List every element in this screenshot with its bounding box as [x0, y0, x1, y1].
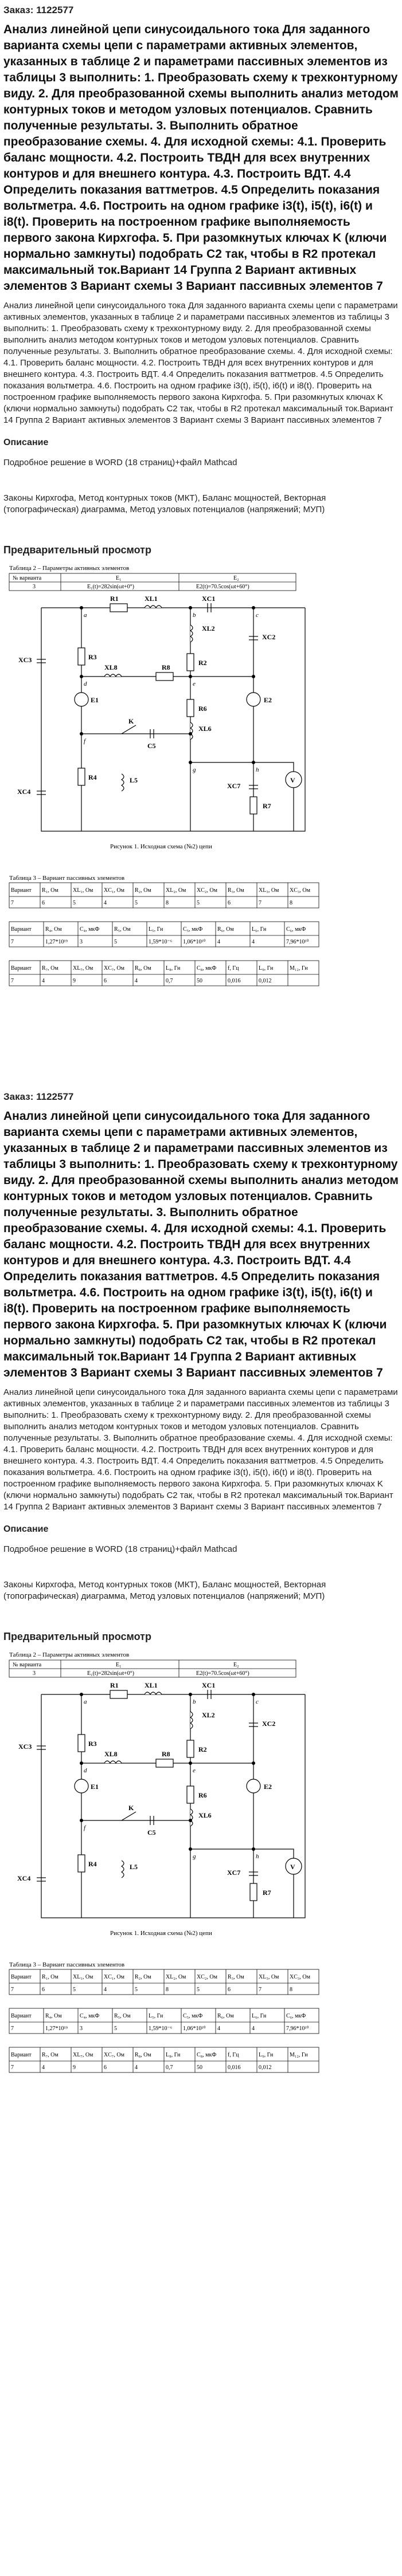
table3-caption: Таблица 3 – Вариант пассивных элементов: [9, 875, 125, 882]
table3-header-cell: R₇, Ом: [42, 2052, 58, 2058]
table3-cell: 8: [166, 900, 169, 906]
table3-header-cell: R₁, Ом: [42, 887, 58, 894]
node-g: g: [193, 766, 196, 773]
table3-header-cell: XL₂, Ом: [166, 887, 186, 894]
label-xc1: XC1: [202, 1681, 216, 1689]
table3-header-cell: L₈, Гн: [166, 965, 181, 972]
table3-header-cell: XC₇, Ом: [104, 2052, 124, 2058]
node-f: f: [84, 738, 86, 745]
t2-h1: E₁: [116, 1662, 122, 1668]
label-xl2: XL2: [202, 624, 215, 632]
table3-cell: 4: [252, 2026, 255, 2032]
table3-header-cell: C₄, мкФ: [80, 926, 100, 933]
preview-image-copy: [7, 1649, 328, 2158]
label-xl8: XL8: [104, 1750, 118, 1758]
table3-header-cell: L₆, Гн: [252, 2013, 267, 2019]
table3-header-cell: L₆, Гн: [252, 926, 267, 933]
description-text-2: Анализ линейной цепи синусоидального тока Для заданного варианта схемы цепи с параметрами активных элементов, указанных в таблице 2 и параметрами пассивных элементов из таблицы 3 выполнить: 1. Преобразовать схему к трехконтурному виду. 2. Для преобразованной схемы выполнить анализ методом контурных токов и методом узловых потенциалов. Сравнить полученные результаты. 3. Выполнить обратное преобразование схемы. 4. Для исходной схемы: 4.1. Проверить баланс мощности. 4.2. Построить ТВДН для всех внутренних контуров и для внешнего контура. 4.3. Построить ВДТ. 4.4 Определить показания ваттметров. 4.5 Определить показания вольтметра. 4.6. Построить на одном графике i3(t), i5(t), i6(t) и i8(t). Проверить на построенном графике выполняемость первого закона Кирхгофа. 5. При разомкнутых ключах K (ключи нормально замкнуты) подобрать C2 так, чтобы в R2 протекал максимальный ток.Вариант 14 Группа 2 Вариант активных элементов 3 Вариант схемы 3 Вариант пассивных элементов 7: [3, 1387, 398, 1512]
table3-cell: 0,016: [228, 2064, 241, 2071]
table3-header-cell: R₂, Ом: [135, 887, 151, 894]
node-h: h: [256, 766, 259, 773]
label-xl2: XL2: [202, 1711, 215, 1719]
table3-cell: 6: [42, 1987, 45, 1993]
table3-cell: 4: [42, 2064, 45, 2071]
table3-cell: 7: [259, 900, 262, 906]
label-r1: R1: [110, 595, 119, 603]
table3-header-cell: XL₃, Ом: [259, 1974, 279, 1980]
description-summary: Подробное решение в WORD (18 страниц)+файл Mathcad: [3, 458, 237, 467]
table3-header-cell: XC₁, Ом: [104, 887, 124, 894]
description-heading-2: Описание: [3, 1524, 49, 1534]
table3-cell: 6: [104, 978, 107, 984]
table3-cell: 8: [166, 1987, 169, 1993]
label-r2: R2: [198, 1745, 207, 1753]
table3-cell: 1,06*10¹⁰: [183, 939, 206, 945]
table3-header-cell: XC₂, Ом: [197, 887, 217, 894]
table3-header-cell: Вариант: [11, 926, 32, 933]
table3-cell: 50: [197, 978, 202, 984]
table3-header-cell: f, Гц: [228, 965, 239, 972]
table3-cell: 4: [252, 939, 255, 945]
label-e1: E1: [91, 696, 99, 704]
table3-cell: 9: [73, 2064, 76, 2071]
table3-header-cell: C₈, мкФ: [197, 2052, 217, 2058]
label-xc7: XC7: [227, 782, 241, 790]
product-block-1: [3, 5, 399, 1072]
node-b: b: [193, 612, 196, 619]
t2-r0: 3: [33, 584, 36, 590]
table3-header-cell: Вариант: [11, 887, 32, 894]
tags-text-2: Законы Кирхгофа, Метод контурных токов (МКТ), Баланс мощностей, Векторная (топографическая) диаграмма, Метод узловых потенциалов (напряжений; МУП): [3, 1580, 326, 1601]
table3-cell: 1,59*10⁻⁶: [149, 939, 173, 945]
node-b: b: [193, 1698, 196, 1705]
table3-cell: 8: [290, 900, 292, 906]
table3-cell: 0,7: [166, 2064, 173, 2071]
table3-cell: 0,7: [166, 978, 173, 984]
table3-cell: 1,06*10¹⁰: [183, 2026, 206, 2032]
preview-image: [7, 562, 328, 1072]
table3-cell: 7,96*10¹⁰: [286, 939, 309, 945]
table3-header-cell: C₅, мкФ: [183, 2013, 203, 2019]
table3-header-cell: f, Гц: [228, 2052, 239, 2058]
table3-cell: 6: [228, 1987, 231, 1993]
t2-h0: № варианта: [13, 1662, 42, 1668]
label-r3: R3: [88, 1740, 97, 1748]
node-e: e: [193, 1767, 196, 1774]
table3-header-cell: XL₇, Ом: [73, 965, 93, 972]
order-number: Заказ: 1122577: [3, 5, 74, 15]
t2-h2: E₂: [233, 575, 239, 581]
table3-cell: 9: [73, 978, 76, 984]
table3-header-cell: R₈, Ом: [135, 965, 151, 972]
table3-header-cell: R₃, Ом: [228, 1974, 244, 1980]
node-e: e: [193, 681, 196, 687]
preview-image-2: [3, 1649, 399, 2158]
figure-caption: Рисунок 1. Исходная схема (№2) цепи: [110, 843, 212, 850]
table3-header-cell: M₁₂, Гн: [290, 965, 308, 972]
table3-header-cell: L₉, Гн: [259, 965, 274, 972]
table3-cell: 5: [114, 939, 117, 945]
label-r1: R1: [110, 1681, 119, 1689]
description-heading: Описание: [3, 438, 49, 447]
page-title: Анализ линейной цепи синусоидального тока Для заданного варианта схемы цепи с параметрами активных элементов, указанных в таблице 2 и параметрами пассивных элементов из таблицы 3 выполнить: 1. Преобразовать схему к трехконтурному виду. 2. Для преобразованной схемы выполнить анализ методом контурных токов и методом узловых потенциалов. Сравнить полученные результаты. 3. Выполнить обратное преобразование схемы. 4. Для исходной схемы: 4.1. Проверить баланс мощности. 4.2. Построить ТВДН для всех внутренних контуров и для внешнего контура. 4.3. Построить ВДТ. 4.4 Определить показания ваттметров. 4.5 Определить показания вольтметра. 4.6. Построить на одном графике i3(t), i5(t), i6(t) и i8(t). Проверить на построенном графике выполняемость первого закона Кирхгофа. 5. При разомкнутых ключах K (ключи нормально замкнуты) подобрать C2 так, чтобы в R2 протекал максимальный ток.Вариант 14 Группа 2 Вариант активных элементов 3 Вариант схемы 3 Вариант пассивных элементов 7: [3, 23, 399, 293]
label-r4: R4: [88, 773, 97, 781]
table3-cell: 5: [197, 900, 200, 906]
table3-header-cell: Вариант: [11, 2052, 32, 2058]
table3-header-cell: R₆, Ом: [217, 2013, 234, 2019]
table3-header-cell: R₈, Ом: [135, 2052, 151, 2058]
table3-cell: 7: [11, 939, 14, 945]
table3-header-cell: R₂, Ом: [135, 1974, 151, 1980]
table3-cell: 7: [259, 1987, 262, 1993]
table3-cell: 5: [73, 900, 76, 906]
table3-cell: 3: [80, 939, 83, 945]
table3-cell: 5: [135, 1987, 138, 1993]
table3-cell: 3: [80, 2026, 83, 2032]
preview-heading: Предварительный просмотр: [3, 544, 151, 556]
table2-caption: Таблица 2 – Параметры активных элементов: [9, 565, 130, 572]
table3-cell: 1,59*10⁻⁶: [149, 2026, 173, 2032]
node-a: a: [84, 1698, 87, 1705]
table3-header-cell: L₉, Гн: [259, 2052, 274, 2058]
label-r8: R8: [162, 1750, 170, 1758]
label-r7: R7: [263, 802, 271, 810]
label-xc2: XC2: [262, 633, 276, 641]
table3-header-cell: XC₂, Ом: [197, 1974, 217, 1980]
table3-header-cell: XL₇, Ом: [73, 2052, 93, 2058]
table3-caption: Таблица 3 – Вариант пассивных элементов: [9, 1961, 125, 1968]
table3-header-cell: C₄, мкФ: [80, 2013, 100, 2019]
label-e2: E2: [264, 1783, 272, 1791]
table3-cell: 4: [135, 978, 138, 984]
table3-header-cell: Вариант: [11, 2013, 32, 2019]
label-k: K: [128, 1804, 134, 1812]
tags-text: Законы Кирхгофа, Метод контурных токов (МКТ), Баланс мощностей, Векторная (топографическая) диаграмма, Метод узловых потенциалов (напряжений; МУП): [3, 493, 326, 514]
table3-header-cell: XL₃, Ом: [259, 887, 279, 894]
description-text: Анализ линейной цепи синусоидального тока Для заданного варианта схемы цепи с параметрами активных элементов, указанных в таблице 2 и параметрами пассивных элементов из таблицы 3 выполнить: 1. Преобразовать схему к трехконтурному виду. 2. Для преобразованной схемы выполнить анализ методом контурных токов и методом узловых потенциалов. Сравнить полученные результаты. 3. Выполнить обратное преобразование схемы. 4. Для исходной схемы: 4.1. Проверить баланс мощности. 4.2. Построить ТВДН для всех внутренних контуров и для внешнего контура. 4.3. Построить ВДТ. 4.4 Определить показания ваттметров. 4.5 Определить показания вольтметра. 4.6. Построить на одном графике i3(t), i5(t), i6(t) и i8(t). Проверить на построенном графике выполняемость первого закона Кирхгофа. 5. При разомкнутых ключах K (ключи нормально замкнуты) подобрать C2 так, чтобы в R2 протекал максимальный ток.Вариант 14 Группа 2 Вариант активных элементов 3 Вариант схемы 3 Вариант пассивных элементов 7: [3, 301, 398, 425]
table3-header-cell: R₄, Ом: [45, 926, 62, 933]
table3-header-cell: R₅, Ом: [114, 2013, 131, 2019]
table3-header-cell: Вариант: [11, 965, 32, 972]
table3-cell: 5: [135, 900, 138, 906]
table3-header-cell: R₇, Ом: [42, 965, 58, 972]
label-e2: E2: [264, 696, 272, 704]
table3-cell: 6: [228, 900, 231, 906]
label-r2: R2: [198, 659, 207, 667]
product-block-2: [3, 1091, 399, 2158]
t2-h2: E₂: [233, 1662, 239, 1668]
table3-header-cell: XL₁, Ом: [73, 887, 93, 894]
node-f: f: [84, 1824, 86, 1831]
table3-header-cell: L₈, Гн: [166, 2052, 181, 2058]
label-xc7: XC7: [227, 1869, 241, 1877]
label-l5: L5: [130, 1863, 138, 1871]
table3-header-cell: XC₁, Ом: [104, 1974, 124, 1980]
label-r8: R8: [162, 663, 170, 671]
table3-cell: 7: [11, 900, 14, 906]
table3-cell: 4: [217, 939, 220, 945]
preview-heading-2: Предварительный просмотр: [3, 1631, 151, 1642]
table3-header-cell: R₄, Ом: [45, 2013, 62, 2019]
label-xc4: XC4: [17, 788, 31, 796]
node-a: a: [84, 612, 87, 619]
t2-r1: E₁(t)=282sin(ωt+0°): [87, 1670, 135, 1677]
label-xl6: XL6: [198, 725, 212, 733]
table3-cell: 7,96*10¹⁰: [286, 2026, 309, 2032]
figure-caption: Рисунок 1. Исходная схема (№2) цепи: [110, 1930, 212, 1937]
table3-cell: 0,012: [259, 2064, 272, 2071]
node-g: g: [193, 1853, 196, 1860]
t2-h0: № варианта: [13, 575, 42, 581]
table3-header-cell: XC₇, Ом: [104, 965, 124, 972]
label-c5: C5: [147, 1828, 156, 1836]
order-number-2: Заказ: 1122577: [3, 1091, 74, 1102]
table3-header-cell: C₅, мкФ: [183, 926, 203, 933]
table3-cell: 4: [135, 2064, 138, 2071]
table3-header-cell: XL₁, Ом: [73, 1974, 93, 1980]
table3-cell: 1,27*10¹⁹: [45, 939, 68, 945]
table3-cell: 4: [104, 1987, 107, 1993]
label-xc1: XC1: [202, 595, 216, 603]
table3-header-cell: M₁₂, Гн: [290, 2052, 308, 2058]
label-e1: E1: [91, 1783, 99, 1791]
label-xc2: XC2: [262, 1720, 276, 1728]
table3-cell: 4: [104, 900, 107, 906]
table3-header-cell: C₆, мкФ: [286, 2013, 306, 2019]
label-xl8: XL8: [104, 663, 118, 671]
node-d: d: [84, 1767, 87, 1774]
table3-cell: 8: [290, 1987, 292, 1993]
table3-header-cell: C₈, мкФ: [197, 965, 217, 972]
t2-r1: E₁(t)=282sin(ωt+0°): [87, 584, 135, 590]
label-r7: R7: [263, 1889, 271, 1897]
node-d: d: [84, 681, 87, 687]
table2-caption: Таблица 2 – Параметры активных элементов: [9, 1651, 130, 1658]
table3-cell: 1,27*10¹⁹: [45, 2026, 68, 2032]
label-r4: R4: [88, 1860, 97, 1868]
label-xc3: XC3: [18, 656, 32, 664]
label-r6: R6: [198, 705, 207, 713]
table3-header-cell: R₁, Ом: [42, 1974, 58, 1980]
label-r3: R3: [88, 653, 97, 661]
table3-cell: 7: [11, 2026, 14, 2032]
label-c5: C5: [147, 742, 156, 750]
table3-header-cell: XC₃, Ом: [290, 887, 310, 894]
t2-r0: 3: [33, 1670, 36, 1677]
table3-cell: 4: [42, 978, 45, 984]
table3-cell: 5: [73, 1987, 76, 1993]
table3-cell: 50: [197, 2064, 202, 2071]
table3-header-cell: L₅, Гн: [149, 926, 163, 933]
t2-h1: E₁: [116, 575, 122, 581]
table3-cell: 7: [11, 1987, 14, 1993]
table3-cell: 6: [42, 900, 45, 906]
description-summary-2: Подробное решение в WORD (18 страниц)+файл Mathcad: [3, 1544, 237, 1554]
label-v: V: [290, 1863, 295, 1871]
label-xc4: XC4: [17, 1874, 31, 1882]
label-xl1: XL1: [145, 1681, 158, 1689]
table3-cell: 5: [197, 1987, 200, 1993]
table3-header-cell: Вариант: [11, 1974, 32, 1980]
table3-cell: 6: [104, 2064, 107, 2071]
table3-cell: 0,016: [228, 978, 241, 984]
label-xl6: XL6: [198, 1811, 212, 1819]
t2-r2: E2(t)=70.5cos(ωt+60°): [196, 1670, 249, 1677]
table3-header-cell: XL₂, Ом: [166, 1974, 186, 1980]
table3-header-cell: L₅, Гн: [149, 2013, 163, 2019]
label-l5: L5: [130, 776, 138, 784]
label-k: K: [128, 717, 134, 725]
page-title-2: Анализ линейной цепи синусоидального тока Для заданного варианта схемы цепи с параметрами активных элементов, указанных в таблице 2 и параметрами пассивных элементов из таблицы 3 выполнить: 1. Преобразовать схему к трехконтурному виду. 2. Для преобразованной схемы выполнить анализ методом контурных токов и методом узловых потенциалов. Сравнить полученные результаты. 3. Выполнить обратное преобразование схемы. 4. Для исходной схемы: 4.1. Проверить баланс мощности. 4.2. Построить ТВДН для всех внутренних контуров и для внешнего контура. 4.3. Построить ВДТ. 4.4 Определить показания ваттметров. 4.5 Определить показания вольтметра. 4.6. Построить на одном графике i3(t), i5(t), i6(t) и i8(t). Проверить на построенном графике выполняемость первого закона Кирхгофа. 5. При разомкнутых ключах K (ключи нормально замкнуты) подобрать C2 так, чтобы в R2 протекал максимальный ток.Вариант 14 Группа 2 Вариант активных элементов 3 Вариант схемы 3 Вариант пассивных элементов 7: [3, 1110, 399, 1379]
label-xc3: XC3: [18, 1743, 32, 1751]
node-h: h: [256, 1853, 259, 1860]
node-c: c: [256, 612, 259, 619]
table3-cell: 7: [11, 978, 14, 984]
table3-header-cell: C₆, мкФ: [286, 926, 306, 933]
table3-header-cell: XC₃, Ом: [290, 1974, 310, 1980]
table3-cell: 0,012: [259, 978, 272, 984]
table3-cell: 5: [114, 2026, 117, 2032]
t2-r2: E2(t)=70.5cos(ωt+60°): [196, 584, 249, 590]
table3-cell: 7: [11, 2064, 14, 2071]
table3-header-cell: R₅, Ом: [114, 926, 131, 933]
node-c: c: [256, 1698, 259, 1705]
table3-header-cell: R₆, Ом: [217, 926, 234, 933]
label-v: V: [290, 776, 295, 784]
table3-cell: 4: [217, 2026, 220, 2032]
table3-header-cell: R₃, Ом: [228, 887, 244, 894]
label-r6: R6: [198, 1791, 207, 1799]
label-xl1: XL1: [145, 595, 158, 603]
